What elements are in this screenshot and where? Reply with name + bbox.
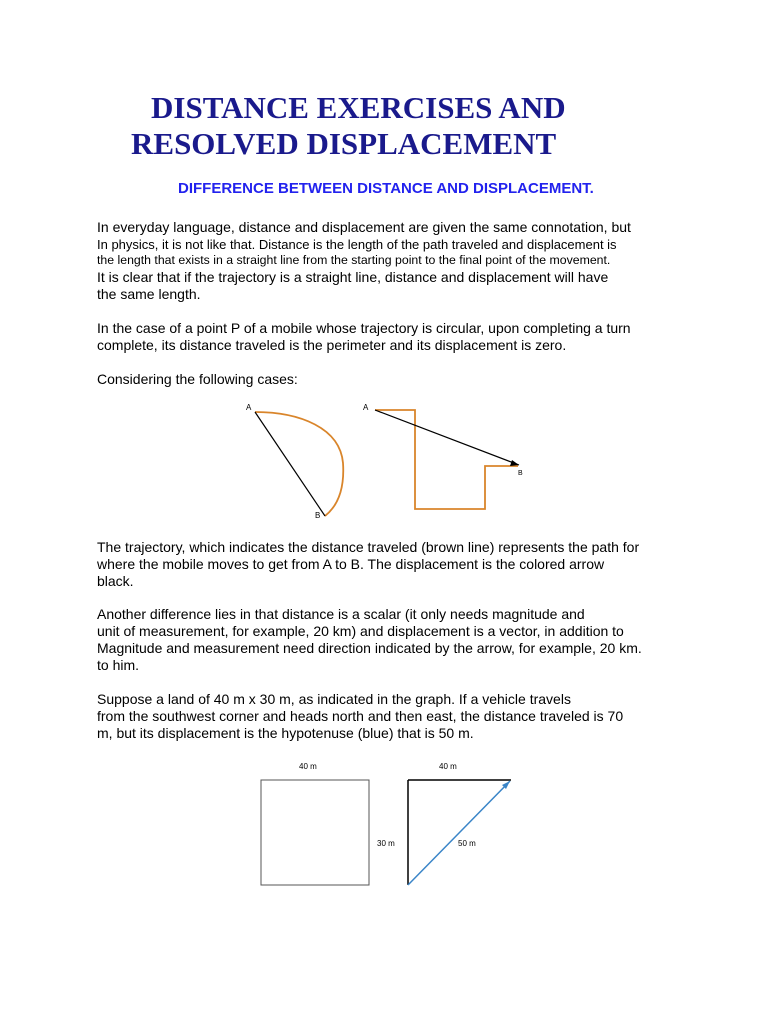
page-title-line-1: DISTANCE EXERCISES AND [151, 90, 566, 125]
hypotenuse-label: 50 m [458, 839, 476, 848]
paragraph-5-line-1: Another difference lies in that distance is a scalar (it only needs magnitude and [97, 606, 585, 622]
paragraph-5-line-3: Magnitude and measurement need direction indicated by the arrow, for example, 20 km. [97, 640, 642, 656]
side-length-label: 30 m [377, 839, 395, 848]
right-point-b-label: B [518, 470, 523, 477]
left-displacement-line [255, 412, 325, 516]
paragraph-4-line-1: The trajectory, which indicates the distance traveled (brown line) represents the path for [97, 539, 640, 555]
right-displacement-arrow [375, 410, 519, 465]
paragraph-2-line-2: complete, its distance traveled is the perimeter and its displacement is zero. [97, 337, 567, 353]
paragraph-1-line-3: the length that exists in a straight line from the starting point to the final point of the movement. [97, 253, 611, 267]
paragraph-1-line-5: the same length. [97, 286, 201, 302]
right-displacement-arrowhead [510, 460, 519, 466]
paragraph-1-line-1: In everyday language, distance and displacement are given the same connotation, but [97, 219, 631, 235]
paragraph-6-line-3: m, but its displacement is the hypotenuse (blue) that is 50 m. [97, 725, 474, 741]
page-title-line-2: RESOLVED DISPLACEMENT [131, 126, 557, 161]
right-point-a-label: A [363, 403, 369, 412]
section-subtitle: DIFFERENCE BETWEEN DISTANCE AND DISPLACEMENT. [178, 180, 594, 197]
land-square [261, 780, 369, 885]
paragraph-4-line-3: black. [97, 573, 134, 589]
paragraph-3-line-1: Considering the following cases: [97, 371, 298, 387]
curved-trajectory-path [255, 412, 343, 516]
paragraph-1-line-2: In physics, it is not like that. Distance is the length of the path traveled and displacement is [97, 237, 617, 252]
paragraph-6-line-1: Suppose a land of 40 m x 30 m, as indicated in the graph. If a vehicle travels [97, 691, 571, 707]
trajectory-figure [240, 398, 530, 523]
paragraph-5-line-2: unit of measurement, for example, 20 km) and displacement is a vector, in addition to [97, 623, 624, 639]
left-point-b-label: B [315, 511, 321, 520]
land-figure [255, 755, 525, 895]
stepped-trajectory-path [375, 410, 518, 509]
paragraph-2-line-1: In the case of a point P of a mobile whose trajectory is circular, upon completing a turn [97, 320, 631, 336]
paragraph-1-line-4: It is clear that if the trajectory is a straight line, distance and displacement will have [97, 269, 609, 285]
hypotenuse-arrow [408, 781, 510, 885]
paragraph-5-line-4: to him. [97, 657, 140, 673]
triangle-top-label: 40 m [439, 762, 457, 771]
paragraph-6-line-2: from the southwest corner and heads north and then east, the distance traveled is 70 [97, 708, 624, 724]
left-point-a-label: A [246, 403, 252, 412]
square-top-label: 40 m [299, 762, 317, 771]
paragraph-4-line-2: where the mobile moves to get from A to B. The displacement is the colored arrow [97, 556, 605, 572]
